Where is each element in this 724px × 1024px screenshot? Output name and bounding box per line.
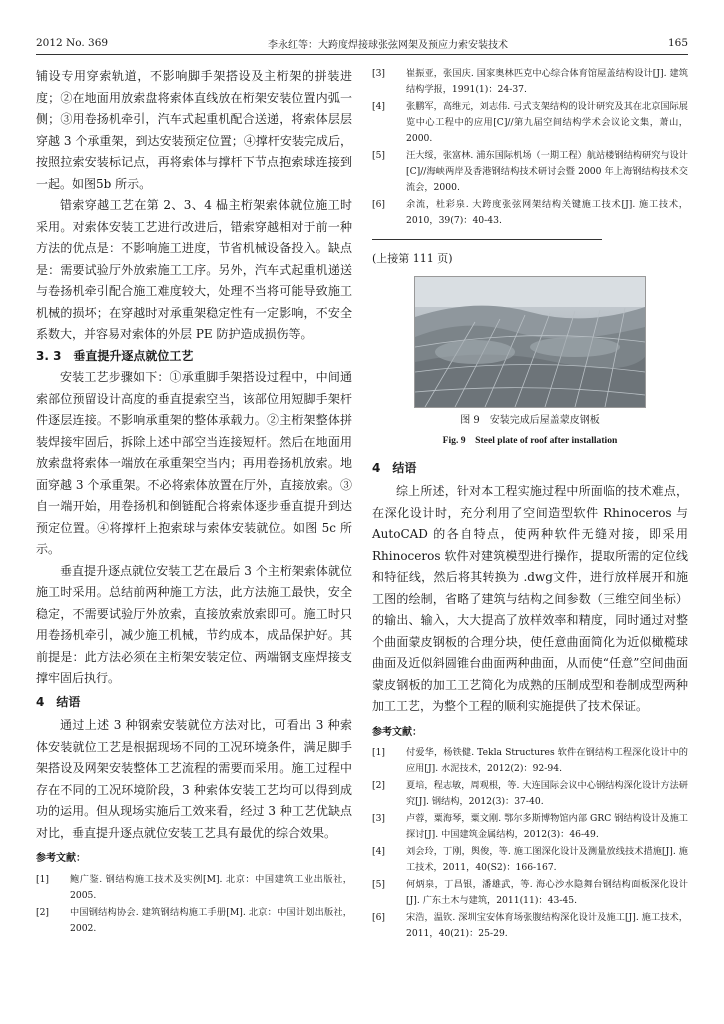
reference-item	[372, 745, 688, 777]
references-title: 参考文献：	[36, 853, 86, 864]
reference-number: [5]	[372, 879, 386, 890]
reference-item	[372, 99, 688, 147]
reference-text: 卢蓉，粟海琴，粟文刚. 鄂尔多斯博物馆内部 GRC 钢结构设计及施工探讨[J]. 中国建筑金属结构，2012(3)：46-49.	[406, 813, 688, 840]
reference-number: [3]	[372, 68, 386, 79]
continued-from-note: (上接第 111 页)	[372, 252, 453, 265]
reference-text: 宋浩，温钦. 深圳宝安体育场张腹结构深化设计及施工[J]. 施工技术，2011，40(21)：25-29.	[406, 912, 688, 939]
left-column	[36, 66, 352, 938]
running-title: 李永红等：大跨度焊接球张弦网架及预应力索安装技术	[268, 39, 509, 51]
reference-list-top	[372, 66, 688, 229]
page-number: 165	[667, 37, 688, 49]
references-title: 参考文献：	[372, 726, 422, 738]
reference-text: 何炳泉，丁昌银，潘雄武，等. 海心沙水隐舞台钢结构面板深化设计[J]. 广东土木与建筑，2011(11)：43-45.	[406, 879, 688, 906]
reference-item	[372, 877, 688, 909]
reference-list-bottom	[372, 745, 688, 942]
reference-text: 中国钢结构协会. 建筑钢结构施工手册[M]. 北京：中国计划出版社，2002.	[70, 906, 352, 934]
paragraph: 安装工艺步骤如下：①承重脚手架搭设过程中，中间通索部位预留设计高度的垂直提索空当，该部位用短脚手架杆件逐层连接。不影响承重架的整体承载力。②主桁架整体拼装焊接牢固后，拆除上述中部空当连接短杆。然后在地面用放索盘将索体一端放在承重架空当内；再用卷扬机放索。地面穿越 3 个承重架。不必将索体放置在厅外，直接放索。③自一端开始，用卷扬机和倒链配合将索体逐步垂直提升到达预定位置。④将撑杆上抱索球与索体安装就位。如图 5c 所示。	[36, 370, 352, 556]
reference-text: 刘会玲，丁刚，舆俊，等. 施工图深化设计及测量放线技术措施[J]. 施工技术，2011，40(S2)：166-167.	[406, 846, 688, 873]
reference-number: [4]	[372, 846, 386, 857]
paragraph: 垂直提升逐点就位安装工艺在最后 3 个主桁架索体就位施工时采用。总结前两种施工方法，此方法施工最快，安全稳定，不需要试验厅外放索，直接放索放索即可。施工时只用卷扬机牵引，减少施工机械，节约成本，成品保护好。其前提是：此方法必须在主桁架安装定位、两端钢支座焊接支撑牢固后执行。	[36, 563, 352, 685]
roof-photo-figure	[414, 276, 646, 408]
reference-text: 崔振亚，张国庆. 国家奥林匹克中心综合体育馆屋盖结构设计[J]. 建筑结构学报，1991(1)：24-37.	[406, 68, 688, 95]
reference-item	[372, 910, 688, 942]
reference-text: 汪大绥，张富林. 浦东国际机场（一期工程）航站楼钢结构研究与设计[C]//海峡两岸及香港钢结构技术研讨会暨 2000 年上海钢结构技术交流会，2000.	[406, 150, 688, 193]
reference-number: [2]	[372, 780, 386, 791]
reference-item	[36, 905, 352, 937]
reference-number: [6]	[372, 912, 386, 923]
reference-item	[372, 197, 688, 229]
section-heading: 4 结语	[36, 694, 81, 709]
reference-text: 鲍广鉴. 钢结构施工技术及实例[M]. 北京：中国建筑工业出版社，2005.	[70, 873, 352, 901]
reference-number: [1]	[36, 873, 50, 885]
figure-caption-en: Fig. 9 Steel plate of roof after installation	[442, 434, 618, 446]
roof-steel-plate-image	[415, 277, 645, 407]
figure-caption-cn: 图 9 安装完成后屋盖蒙皮钢板	[460, 414, 600, 426]
paragraph: 通过上述 3 种钢索安装就位方法对比，可看出 3 种索体安装就位工艺是根据现场不同的工况环境条件，满足脚手架搭设及网架安装整体工艺流程的需要而采用。施工过程中存在不同的工况环境阶段，3 种索体安装工艺均可以得到成功的运用。但从现场实施后工效来看，经过 3 种工艺优缺点对比，垂直提升逐点就位安装工艺具有最优的综合效果。	[36, 718, 352, 840]
reference-number: [6]	[372, 199, 386, 210]
reference-item	[372, 811, 688, 843]
running-header	[36, 34, 688, 52]
article-separator	[372, 239, 602, 240]
reference-item	[36, 872, 352, 904]
reference-text: 张鹏军，高维元，刘志伟. 弓式支架结构的设计研究及其在北京国际展览中心工程中的应用[C]//第九届空间结构学术会议论文集，萧山，2000.	[406, 101, 688, 144]
reference-number: [5]	[372, 150, 386, 161]
section-heading: 4 结语	[372, 460, 417, 475]
journal-issue: 2012 No. 369	[36, 37, 109, 49]
reference-text: 付爱华，杨铁健. Tekla Structures 软件在钢结构工程深化设计中的应用[J]. 水泥技术，2012(2)：92-94.	[406, 747, 688, 774]
paragraph: 错索穿越工艺在第 2、3、4 榀主桁架索体就位施工时采用。对索体安装工艺进行改进后，错索穿越相对于前一种方法的优点是：不影响施工进度，节省机械设备投入。缺点是：需要试验厅外放索施工工序。另外，汽车式起重机递送与卷扬机牵引配合施工难度较大，处理不当将可能导致施工机械的损坏；在穿越时对承重架稳定性有一定影响，不安全系数大，并容易对索体的外层 PE 防护造成损伤等。	[36, 198, 352, 341]
reference-number: [3]	[372, 813, 386, 824]
reference-number: [4]	[372, 101, 386, 112]
reference-item	[372, 844, 688, 876]
reference-number: [1]	[372, 747, 386, 758]
reference-item	[372, 778, 688, 810]
reference-text: 夏培，程志敏，周观根，等. 大连国际会议中心钢结构深化设计方法研究[J]. 钢结构，2012(3)：37-40.	[406, 780, 688, 807]
reference-list	[36, 872, 352, 937]
reference-item	[372, 148, 688, 196]
paragraph: 综上所述，针对本工程实施过程中所面临的技术难点，在深化设计时，充分利用了空间造型软件 Rhinoceros 与 AutoCAD 的各自特点，使两种软件无缝对接，即采用 Rhinoceros 软件对建筑模型进行操作，提取所需的定位线和特征线，然后将其转换为 .dwg文件，进行放样展开和施工图的绘制，省略了建筑与结构之间参数（三维空间坐标）的输出、输入，大大提高了放样效率和精度，同时通过对整个曲面蒙皮钢板的合理分块，使任意曲面简化为近似橄榄球曲面及近似斜圆锥台曲面两种曲面，从而使“任意”空间曲面蒙皮钢板的加工工艺简化为成熟的压制成型和卷制成型两种加工工艺，为整个工程的顺利实施提供了技术保证。	[372, 484, 688, 713]
reference-number: [2]	[36, 906, 50, 918]
reference-text: 余流，杜彩泉. 大跨度张弦网架结构关键施工技术[J]. 施工技术，2010，39(7)：40-43.	[406, 199, 688, 226]
header-rule	[36, 54, 688, 55]
right-column	[372, 66, 688, 943]
reference-item	[372, 66, 688, 98]
section-heading: 3. 3 垂直提升逐点就位工艺	[36, 348, 194, 363]
paragraph: 铺设专用穿索轨道，不影响脚手架搭设及主桁架的拼装进度；②在地面用放索盘将索体直线放在桁架安装位置内弧一侧；③用卷扬机牵引，汽车式起重机配合送递，将索体层层穿越 3 个承重架，到达安装预定位置；④撑杆安装完成后，按照拉索安装标记点，再将索体与撑杆下节点抱索球连接到一起。如图5b 所示。	[36, 69, 352, 191]
